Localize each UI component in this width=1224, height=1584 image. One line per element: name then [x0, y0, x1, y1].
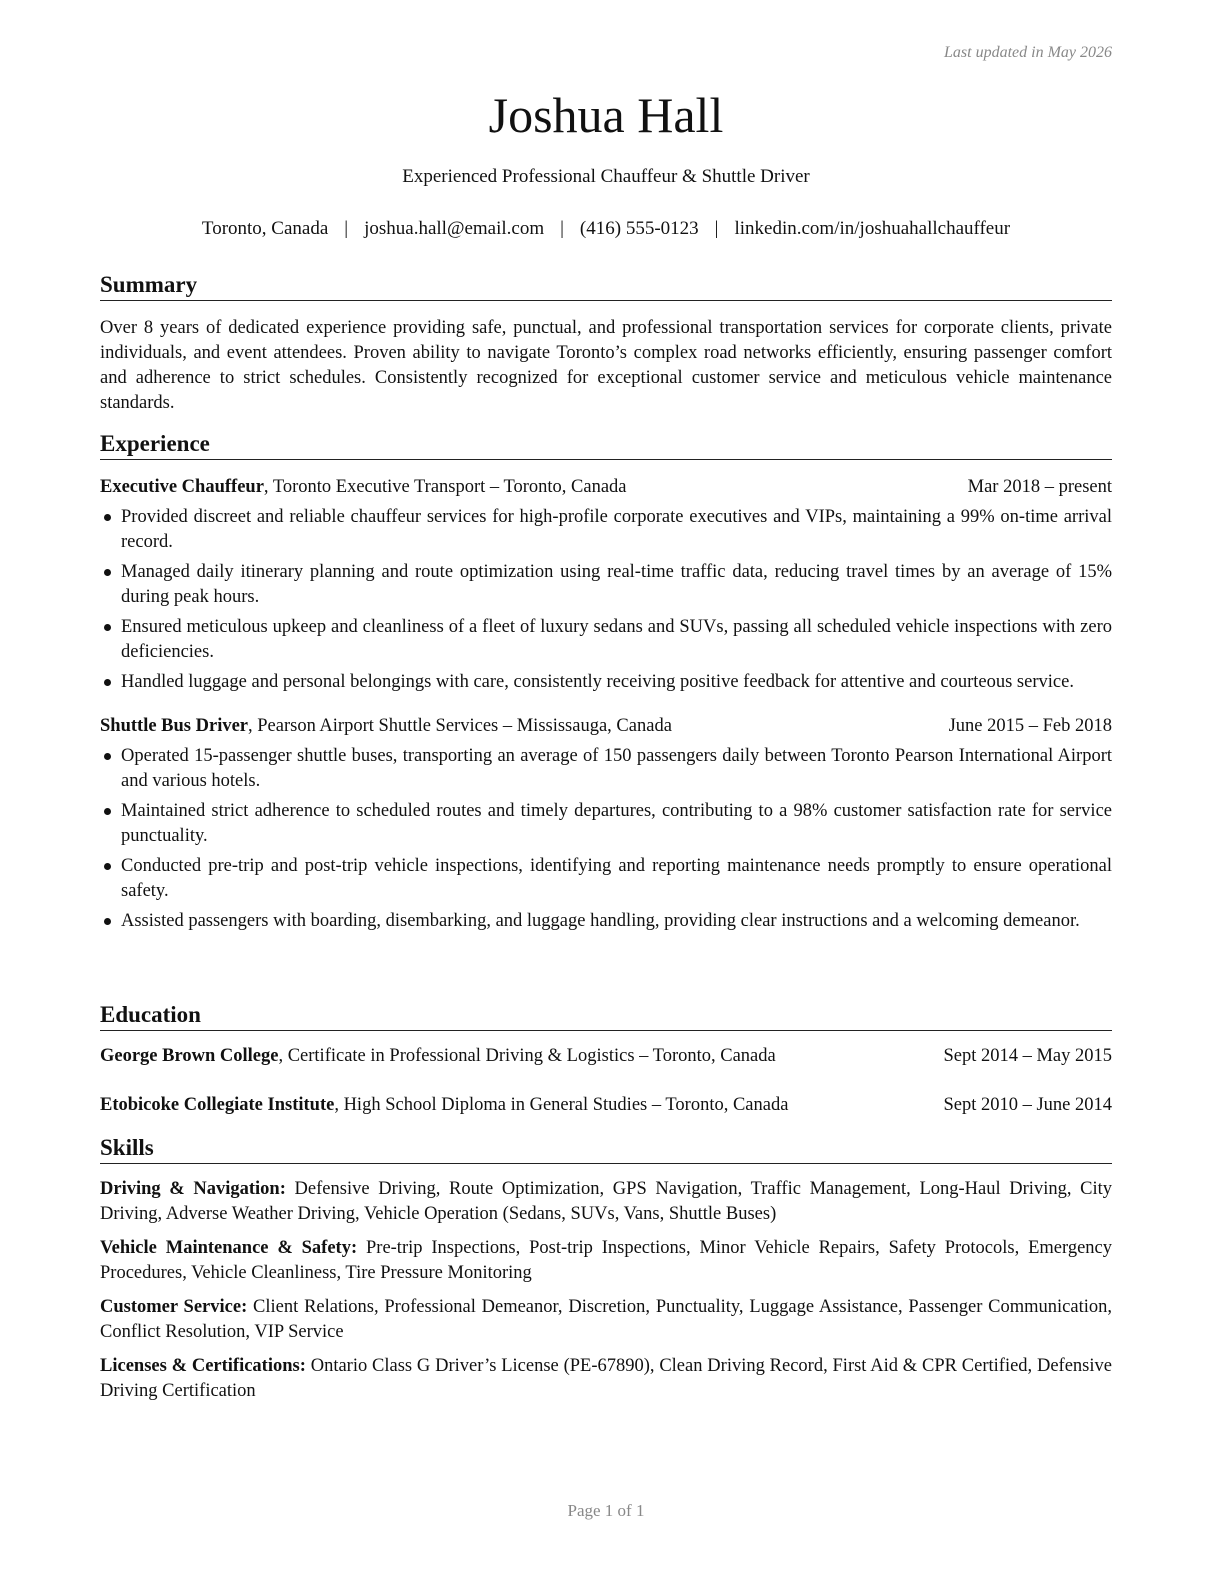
job-entry [100, 475, 1112, 695]
skill-group-label: Vehicle Maintenance & Safety: [100, 1238, 358, 1258]
skill-group-label: Driving & Navigation: [100, 1179, 286, 1199]
job-entry [100, 714, 1112, 934]
skill-group [100, 1177, 1112, 1227]
skill-group [100, 1295, 1112, 1345]
education-heading: Education [100, 1001, 1112, 1031]
experience-heading: Experience [100, 430, 1112, 460]
education-section [100, 1001, 1112, 1118]
contact-line [100, 218, 1112, 240]
education-dates: Sept 2010 – June 2014 [943, 1095, 1112, 1115]
job-role: Shuttle Bus Driver [100, 716, 248, 736]
page-number: Page 1 of 1 [567, 1501, 645, 1520]
bullet-item: Provided discreet and reliable chauffeur services for high-profile corporate executives and VIPs, maintaining a 99% on-time arrival record. [100, 505, 1112, 555]
job-organization: , Pearson Airport Shuttle Services – Mississauga, Canada [248, 716, 672, 736]
last-updated-note: Last updated in May 2026 [944, 44, 1112, 61]
bullet-item: Conducted pre-trip and post-trip vehicle inspections, identifying and reporting maintenance needs promptly to ensure operational safety. [100, 854, 1112, 904]
bullet-item: Ensured meticulous upkeep and cleanliness of a fleet of luxury sedans and SUVs, passing all scheduled vehicle inspections with zero deficiencies. [100, 615, 1112, 665]
contact-separator: | [560, 218, 564, 239]
skills-section [100, 1134, 1112, 1404]
bullet-item: Managed daily itinerary planning and route optimization using real-time traffic data, reducing travel times by an average of 15% during peak hours. [100, 560, 1112, 610]
skill-group-text: Defensive Driving, Route Optimization, GPS Navigation, Traffic Management, Long-Haul Driving, City Driving, Adverse Weather Driving, Vehicle Operation (Sedans, SUVs, Vans, Shuttle Buses) [100, 1179, 1112, 1224]
bullet-item: Handled luggage and personal belongings with care, consistently receiving positive feedback for attentive and courteous service. [100, 670, 1112, 695]
education-school: George Brown College [100, 1046, 279, 1066]
skills-heading: Skills [100, 1134, 1112, 1164]
job-title-line [100, 714, 672, 739]
education-entry [100, 1093, 1112, 1118]
job-dates: Mar 2018 – present [967, 477, 1112, 497]
contact-linkedin-link[interactable]: linkedin.com/in/joshuahallchauffeur [734, 218, 1011, 239]
candidate-name: Joshua Hall [488, 87, 724, 143]
skill-group-text: Client Relations, Professional Demeanor, Discretion, Punctuality, Luggage Assistance, Passenger Communication, Conflict Resolution, VIP Service [100, 1297, 1112, 1342]
experience-section [100, 430, 1112, 934]
resume-page [100, 0, 1112, 1584]
job-organization: , Toronto Executive Transport – Toronto, Canada [263, 477, 627, 497]
bullet-item: Assisted passengers with boarding, disembarking, and luggage handling, providing clear instructions and a welcoming demeanor. [100, 909, 1112, 934]
contact-email-link[interactable]: joshua.hall@email.com [364, 218, 545, 239]
summary-section [100, 271, 1112, 416]
skill-group-text: Ontario Class G Driver’s License (PE-67890), Clean Driving Record, First Aid & CPR Certified, Defensive Driving Certification [100, 1356, 1112, 1401]
bullet-item: Maintained strict adherence to scheduled routes and timely departures, contributing to a 98% customer satisfaction rate for service punctuality. [100, 799, 1112, 849]
skill-group [100, 1236, 1112, 1286]
skill-group-text: Pre-trip Inspections, Post-trip Inspections, Minor Vehicle Repairs, Safety Protocols, Emergency Procedures, Vehicle Cleanliness, Tire Pressure Monitoring [100, 1238, 1112, 1283]
education-title-line [100, 1093, 788, 1118]
candidate-headline: Experienced Professional Chauffeur & Shuttle Driver [402, 166, 810, 187]
skill-group-label: Licenses & Certifications: [100, 1356, 306, 1376]
job-title-line [100, 475, 627, 500]
education-dates: Sept 2014 – May 2015 [943, 1046, 1112, 1066]
job-header [100, 714, 1112, 739]
summary-text: Over 8 years of dedicated experience providing safe, punctual, and professional transportation services for corporate clients, private individuals, and event attendees. Proven ability to navigate Toronto’s complex road networks efficiently, ensuring passenger comfort and adherence to strict schedules. Consistently recognized for exceptional customer service and meticulous vehicle maintenance standards. [100, 318, 1112, 413]
contact-separator: | [344, 218, 349, 239]
job-dates: June 2015 – Feb 2018 [948, 716, 1112, 736]
education-detail: , Certificate in Professional Driving & Logistics – Toronto, Canada [278, 1046, 776, 1066]
education-title-line [100, 1044, 776, 1069]
job-bullets [100, 744, 1112, 934]
contact-separator: | [714, 218, 719, 239]
skill-group-label: Customer Service: [100, 1297, 248, 1317]
summary-heading: Summary [100, 271, 1112, 301]
contact-location: Toronto, Canada [201, 218, 329, 239]
job-role: Executive Chauffeur [100, 477, 264, 497]
bullet-item: Operated 15-passenger shuttle buses, transporting an average of 150 passengers daily between Toronto Pearson International Airport and various hotels. [100, 744, 1112, 794]
education-detail: , High School Diploma in General Studies – Toronto, Canada [334, 1095, 789, 1115]
skill-group [100, 1354, 1112, 1404]
education-entry [100, 1044, 1112, 1069]
job-header [100, 475, 1112, 500]
job-bullets [100, 505, 1112, 695]
education-school: Etobicoke Collegiate Institute [100, 1095, 335, 1115]
contact-phone: (416) 555-0123 [579, 218, 699, 239]
